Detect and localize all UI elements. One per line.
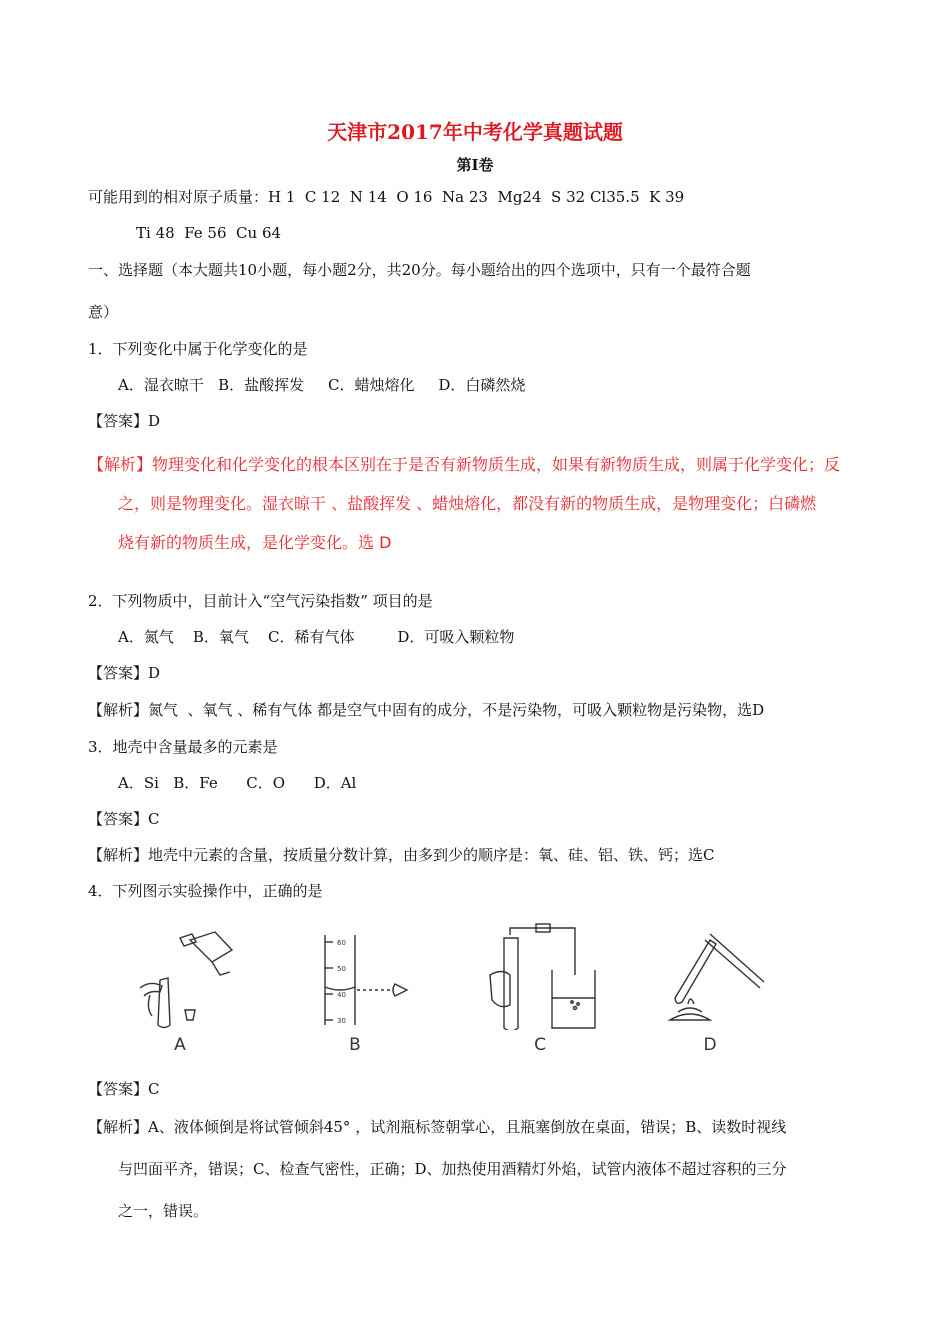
figure-a-label: A — [174, 1035, 186, 1055]
q1-analysis-line-1: 【解析】物理变化和化学变化的根本区别在于是否有新物质生成，如果有新物质生成，则属于化学变化；反 — [88, 455, 841, 474]
heating-testtube-illustration — [650, 920, 770, 1030]
figure-a — [120, 920, 240, 1055]
atomic-mass-line-1: 可能用到的相对原子质量：H 1 C 12 N 14 O 16 Na 23 Mg24 S 32 Cl35.5 K 39 — [88, 188, 685, 206]
q2-analysis: 【解析】氮气 、氧气 、稀有气体 都是空气中固有的成分，不是污染物，可吸入颗粒物是污染物，选D — [88, 701, 765, 719]
q1-analysis-line-3: 烧有新的物质生成，是化学变化。选 D — [118, 533, 392, 552]
q4-analysis-line-2: 与凹面平齐，错误；C、检查气密性，正确；D、加热使用酒精灯外焰，试管内液体不超过容积的三分 — [118, 1160, 787, 1178]
atomic-mass-line-2: Ti 48 Fe 56 Cu 64 — [136, 224, 282, 242]
q4-analysis-line-3: 之一，错误。 — [118, 1202, 209, 1220]
cylinder-reading-illustration — [295, 920, 415, 1030]
q2-options: A．氮气 B．氧气 C．稀有气体 D．可吸入颗粒物 — [118, 628, 515, 646]
figure-b-label: B — [349, 1035, 361, 1055]
q3-question: 3．地壳中含量最多的元素是 — [88, 738, 278, 756]
q4-analysis-line-1: 【解析】A、液体倾倒是将试管倾斜45° ，试剂瓶标签朝掌心，且瓶塞倒放在桌面，错误；B、读数时视线 — [88, 1118, 787, 1136]
q3-options: A．Si B．Fe C．O D．Al — [118, 774, 357, 792]
section-subtitle: 第I卷 — [456, 156, 494, 174]
q1-answer: 【答案】D — [88, 412, 161, 430]
figure-c — [480, 920, 600, 1055]
q1-analysis-line-2: 之，则是物理变化。湿衣晾干 、盐酸挥发 、蜡烛熔化，都没有新的物质生成，是物理变化；白磷燃 — [118, 494, 817, 513]
pouring-liquid-illustration — [120, 920, 240, 1030]
figure-d — [650, 920, 770, 1055]
q4-answer: 【答案】C — [88, 1080, 160, 1098]
q2-question: 2．下列物质中，目前计入“空气污染指数” 项目的是 — [88, 592, 433, 610]
q1-question: 1．下列变化中属于化学变化的是 — [88, 340, 308, 358]
q4-question: 4．下列图示实验操作中，正确的是 — [88, 882, 323, 900]
q1-options: A．湿衣晾干 B．盐酸挥发 C．蜡烛熔化 D．白磷然烧 — [118, 376, 526, 394]
tick-label: 40 — [337, 991, 346, 999]
figure-b — [295, 920, 415, 1055]
tick-label: 30 — [337, 1017, 346, 1025]
section-heading-line-2: 意） — [88, 303, 119, 321]
q2-answer: 【答案】D — [88, 664, 161, 682]
figure-c-label: C — [534, 1035, 546, 1055]
experiment-figures — [120, 920, 850, 1055]
section-heading-line-1: 一、选择题（本大题共10小题，每小题2分，共20分。每小题给出的四个选项中，只有一个最符合题 — [88, 261, 751, 279]
q3-answer: 【答案】C — [88, 810, 160, 828]
document-title: 天津市2017年中考化学真题试题 — [327, 120, 623, 144]
airtightness-check-illustration — [480, 920, 600, 1030]
figure-d-label: D — [703, 1035, 717, 1055]
q3-analysis: 【解析】地壳中元素的含量，按质量分数计算，由多到少的顺序是：氧、硅、铝、铁、钙；选C — [88, 846, 715, 864]
tick-label: 50 — [337, 965, 346, 973]
tick-label: 60 — [337, 939, 346, 947]
